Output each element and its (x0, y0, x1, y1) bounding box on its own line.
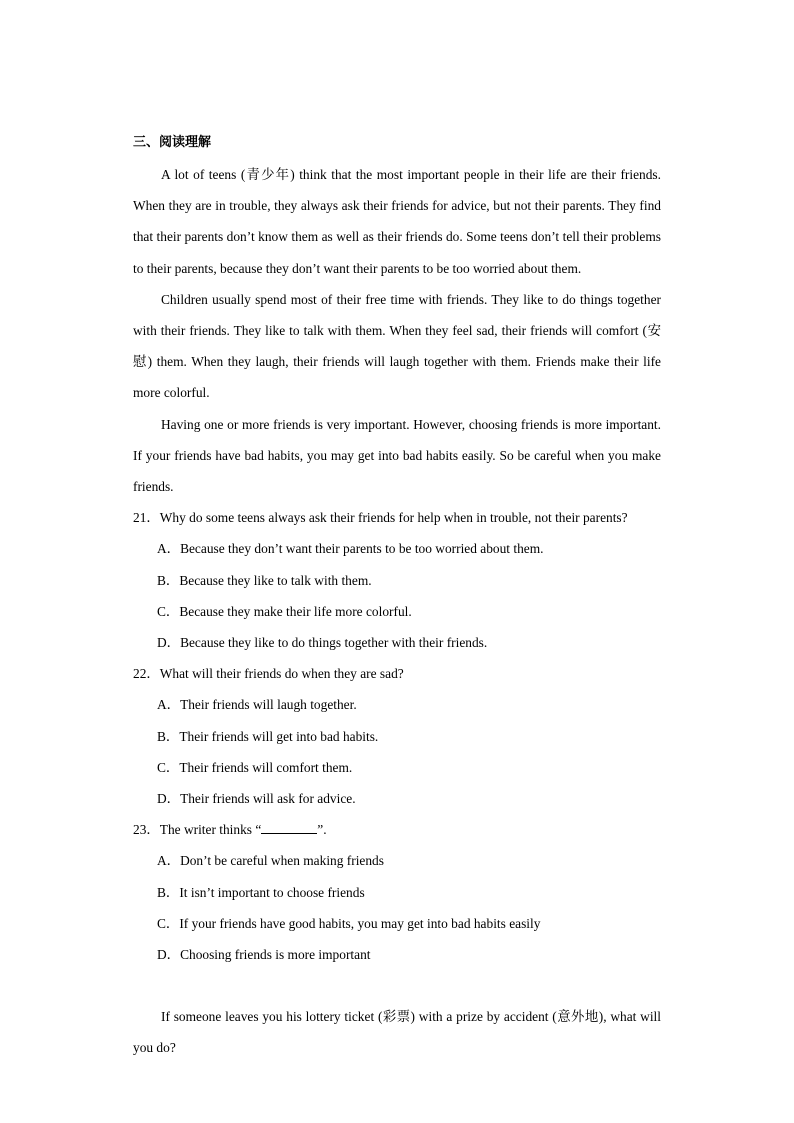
spacer (133, 970, 661, 1001)
option-23-d[interactable] (133, 939, 661, 970)
option-text: Because they don’t want their parents to be too worried about them. (180, 541, 544, 557)
option-text: Their friends will ask for advice. (180, 791, 356, 807)
option-text: Because they like to talk with them. (179, 572, 372, 588)
option-letter: B． (157, 884, 180, 900)
option-21-b[interactable] (133, 565, 661, 596)
option-text: Because they make their life more colorful. (179, 603, 412, 619)
option-text: Their friends will comfort them. (179, 759, 353, 775)
passage1-paragraph-2: Children usually spend most of their free time with friends. They like to do things together with their friends. They like to talk with them. When they feel sad, their friends will comfort (安慰) them. When they laugh, their friends will laugh together with them. Friends make their life more colorful. (133, 291, 661, 401)
option-letter: C． (157, 759, 180, 775)
option-text: It isn’t important to choose friends (179, 884, 365, 900)
option-21-a[interactable] (133, 533, 661, 564)
question-text-before: The writer thinks “ (159, 822, 262, 838)
answer-blank (261, 820, 317, 834)
option-21-d[interactable] (133, 627, 661, 658)
option-letter: C． (157, 603, 180, 619)
option-letter: D． (157, 635, 181, 651)
option-text: If your friends have good habits, you may get into bad habits easily (179, 915, 541, 931)
option-23-b[interactable] (133, 877, 661, 908)
passage1-paragraph-3: Having one or more friends is very important. However, choosing friends is more important. If your friends have bad habits, you may get into bad habits easily. So be careful when you make friends. (133, 416, 661, 495)
option-letter: A． (157, 697, 181, 713)
section-title: 三、阅读理解 (133, 135, 212, 150)
question-text: What will their friends do when they are sad? (159, 666, 404, 682)
option-letter: D． (157, 791, 181, 807)
option-text: Their friends will get into bad habits. (179, 728, 379, 744)
option-22-d[interactable] (133, 783, 661, 814)
option-text: Don’t be careful when making friends (180, 853, 384, 869)
option-23-c[interactable] (133, 908, 661, 939)
question-21 (133, 502, 661, 533)
option-22-c[interactable] (133, 752, 661, 783)
option-letter: B． (157, 572, 180, 588)
option-letter: B． (157, 728, 180, 744)
passage2-paragraph-1: If someone leaves you his lottery ticket (彩票) with a prize by accident (意外地), what will you do? (133, 1009, 661, 1056)
reading-section (133, 133, 661, 1064)
question-text: Why do some teens always ask their friends for help when in trouble, not their parents? (159, 510, 628, 526)
option-22-a[interactable] (133, 689, 661, 720)
question-number: 21． (133, 510, 160, 526)
passage1-paragraph-1: A lot of teens (青少年) think that the most important people in their life are their friends. When they are in trouble, they always ask their friends for advice, but not their parents. They find that their parents don’t know them as well as their friends do. Some teens don’t tell their problems to their parents, because they don’t want their parents to be too worried about them. (133, 167, 661, 276)
question-23 (133, 814, 661, 845)
question-number: 22． (133, 666, 160, 682)
option-text: Their friends will laugh together. (180, 697, 357, 713)
option-text: Choosing friends is more important (180, 947, 371, 963)
option-letter: A． (157, 853, 181, 869)
option-text: Because they like to do things together with their friends. (180, 635, 488, 651)
option-letter: C． (157, 915, 180, 931)
question-text-after: ”. (317, 822, 327, 838)
option-23-a[interactable] (133, 845, 661, 876)
question-22 (133, 658, 661, 689)
option-letter: A． (157, 541, 181, 557)
option-letter: D． (157, 947, 181, 963)
option-22-b[interactable] (133, 721, 661, 752)
option-21-c[interactable] (133, 596, 661, 627)
question-number: 23． (133, 822, 160, 838)
